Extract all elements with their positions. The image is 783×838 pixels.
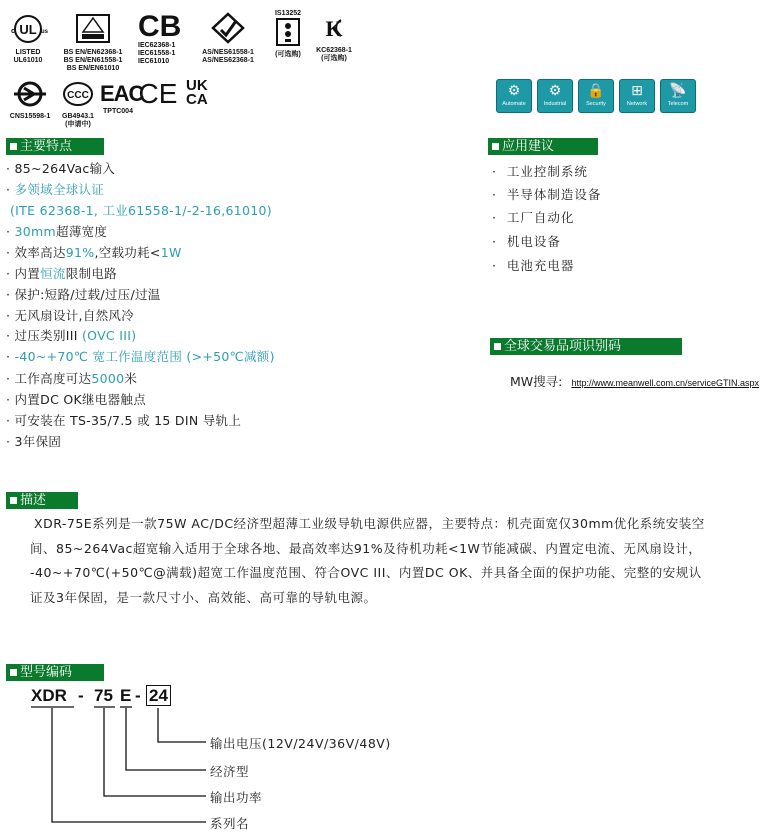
model-dash-2: - <box>135 686 141 705</box>
rcm-std-1: AS/NES61558-1 <box>202 49 254 56</box>
series-label: 系列名 <box>210 816 250 831</box>
model-dash-1: - <box>78 686 84 705</box>
feature-highlight: 91% <box>65 245 95 260</box>
bullet-icon: · <box>6 266 15 281</box>
svg-text:CCC: CCC <box>67 90 89 101</box>
bullet-icon: · <box>6 245 15 260</box>
ukca-mark-top: UK <box>186 77 208 94</box>
feature-text: 超薄宽度 <box>56 224 108 239</box>
kc-std: KC62368-1 <box>316 47 352 54</box>
bullet-icon: · <box>6 392 15 407</box>
cb-std-3: IEC61010 <box>138 58 170 65</box>
feature-text: 限制电路 <box>65 266 117 281</box>
feature-highlight: 1W <box>160 245 182 260</box>
svg-text:K: K <box>325 16 343 41</box>
feature-highlight: (OVC III) <box>81 328 137 343</box>
ul-standard: UL61010 <box>13 57 43 64</box>
cb-mark: CB <box>138 10 182 43</box>
security-icon: 🔒 <box>587 83 605 99</box>
description-line: -40~+70℃(+50℃@满载)超宽工作温度范围、符合OVC III、内置DC OK、并具备全面的保护功能、完整的安规认 <box>30 565 702 580</box>
feature-text: 保护:短路/过载/过压/过温 <box>14 287 161 302</box>
bullet-icon: · <box>6 413 15 428</box>
model-power: 75 <box>94 686 113 705</box>
network-icon: ⊞ <box>631 83 643 99</box>
voltage-label: 输出电压(12V/24V/36V/48V) <box>210 736 391 751</box>
automate-label: Automate <box>502 101 526 107</box>
gtin-link[interactable]: http://www.meanwell.com.cn/serviceGTIN.aspx <box>571 378 760 388</box>
bullet-icon: · <box>6 371 15 386</box>
feature-text: 可安装在 TS-35/7.5 或 15 DIN 导轨上 <box>14 413 242 428</box>
ccc-note: (申请中) <box>65 121 91 128</box>
telecom-label: Telecom <box>667 101 689 107</box>
power-label: 输出功率 <box>210 790 263 805</box>
bullet-icon: · <box>6 308 15 323</box>
bullet-icon: · <box>6 224 15 239</box>
application-item: · 工厂自动化 <box>492 210 575 225</box>
application-item: · 工业控制系统 <box>492 164 588 179</box>
bis-std: IS13252 <box>274 10 302 17</box>
eac-std: TPTC004 <box>103 108 133 115</box>
description-line: 间、85~264Vac超宽输入适用于全球各地、最高效率达91%及待机功耗<1W节能减碳、内置定电流、无风扇设计， <box>30 540 702 556</box>
network-label: Network <box>626 101 648 107</box>
applications-title: 应用建议 <box>502 139 555 154</box>
features-title: 主要特点 <box>20 139 73 154</box>
feature-text: 效率高达 <box>14 245 66 260</box>
feature-text: 3年保固 <box>14 434 62 449</box>
ce-mark: CE <box>138 78 178 109</box>
feature-text: 内置 <box>14 266 41 281</box>
bullet-icon: · <box>6 287 15 302</box>
eac-mark: EAC <box>100 81 144 106</box>
bs-en-std-2: BS EN/EN61558-1 <box>63 57 123 64</box>
description-line: XDR-75E系列是一款75W AC/DC经济型超薄工业级导轨电源供应器，主要特点：机壳面宽仅30mm优化系统安装空 <box>34 516 705 531</box>
bs-en-std-3: BS EN/EN61010 <box>66 65 120 72</box>
svg-text:us: us <box>41 29 48 35</box>
bullet-icon: · <box>6 349 15 364</box>
feature-highlight: -40~+70℃ 宽工作温度范围 (>+50℃减额) <box>14 349 275 364</box>
model-type: E <box>120 686 132 705</box>
model-series: XDR <box>31 686 67 705</box>
feature-text: ,空载功耗< <box>94 245 161 260</box>
bullet-icon: · <box>6 434 15 449</box>
svg-text:UL: UL <box>19 22 37 37</box>
feature-text: 无风扇设计,自然风冷 <box>14 308 135 323</box>
feature-highlight: 5000 <box>91 371 125 386</box>
feature-highlight: 恒流 <box>40 266 66 281</box>
industrial-label: Industrial <box>543 101 567 107</box>
feature-text: 85~264Vac输入 <box>14 161 116 176</box>
automate-icon: ⚙ <box>507 83 521 99</box>
bis-note: (可选购) <box>275 51 301 58</box>
kc-note: (可选购) <box>321 55 347 62</box>
ccc-std: GB4943.1 <box>62 113 94 120</box>
telecom-icon: 📡 <box>669 83 687 99</box>
cb-std-2: IEC61558-1 <box>138 50 176 57</box>
description-line: 证及3年保固，是一款尺寸小、高效能、高可靠的导轨电源。 <box>30 589 377 605</box>
rcm-std-2: AS/NES62368-1 <box>202 57 254 64</box>
ul-listed-label: LISTED <box>15 49 41 56</box>
application-item: · 机电设备 <box>492 234 561 249</box>
bullet-icon: · <box>6 182 15 197</box>
cns-std: CNS15598-1 <box>9 113 51 120</box>
industrial-icon: ⚙ <box>548 83 562 99</box>
feature-text: 工作高度可达 <box>14 371 92 386</box>
svg-text:c: c <box>11 28 15 35</box>
feature-text: 内置DC OK继电器触点 <box>14 392 147 407</box>
model-code-title: 型号编码 <box>20 665 73 680</box>
bs-en-std-1: BS EN/EN62368-1 <box>63 49 123 56</box>
feature-highlight: 多领域全球认证 <box>14 182 105 197</box>
type-label: 经济型 <box>210 764 250 779</box>
ukca-mark-bottom: CA <box>186 91 208 108</box>
bullet-icon: · <box>6 161 15 176</box>
gtin-title: 全球交易品项识别码 <box>504 339 622 354</box>
application-item: · 电池充电器 <box>492 258 575 273</box>
feature-highlight: 30mm <box>14 224 57 239</box>
model-voltage: 24 <box>146 685 171 706</box>
feature-highlight: (ITE 62368-1, 工业61558-1/-2-16,61010) <box>10 203 272 218</box>
description-title: 描述 <box>20 493 47 508</box>
security-label: Security <box>586 101 606 107</box>
cb-std-1: IEC62368-1 <box>138 42 176 49</box>
feature-text: 米 <box>124 371 138 386</box>
feature-text: 过压类别III <box>14 328 82 343</box>
bullet-icon: · <box>6 328 15 343</box>
gtin-label: MW搜寻: <box>510 374 563 389</box>
application-item: · 半导体制造设备 <box>492 187 602 202</box>
